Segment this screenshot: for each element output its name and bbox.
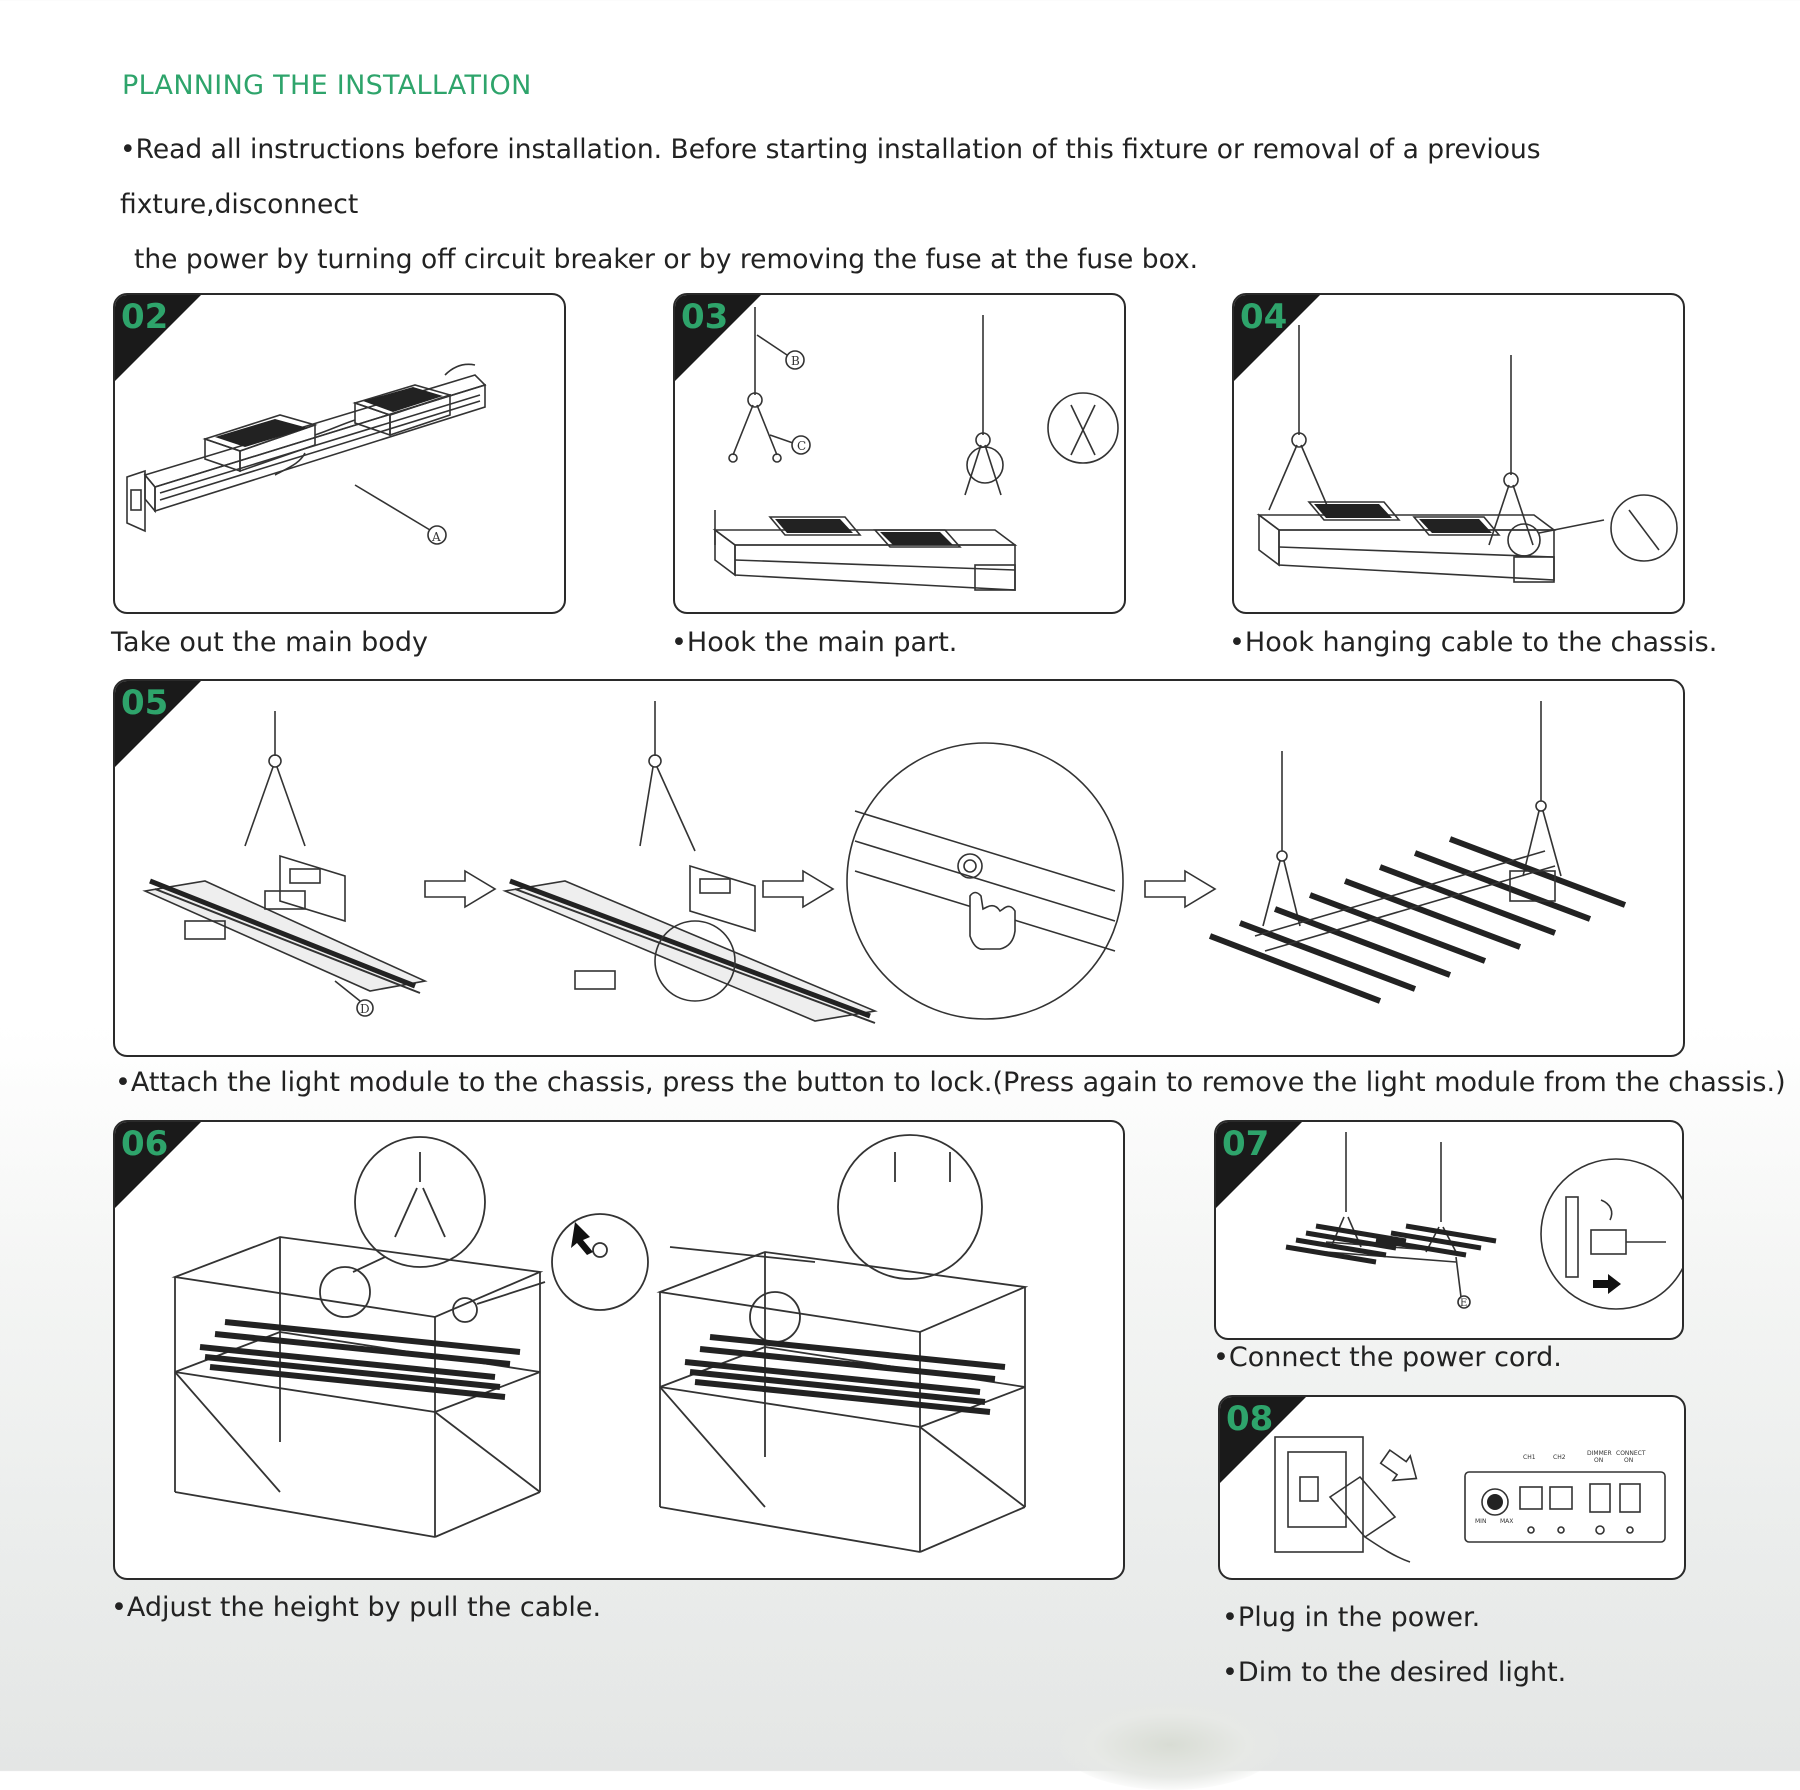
label-e: E (1460, 1298, 1468, 1309)
label-b: B (791, 354, 800, 368)
step-03-caption: •Hook the main part. (671, 627, 958, 658)
background-flower-image (1060, 1700, 1280, 1790)
step-08-panel (1218, 1395, 1686, 1580)
step-08-caption-1: •Plug in the power. (1222, 1602, 1481, 1633)
height-adjust-illustration (115, 1122, 1123, 1578)
step-06-panel (113, 1120, 1125, 1580)
rack-light-bars (200, 1322, 1005, 1412)
light-bars (1210, 839, 1625, 1001)
step-05-caption: •Attach the light module to the chassis, press the button to lock.(Press again to remove the light module from the chassis.) (115, 1067, 1786, 1098)
step-07-number: 07 (1222, 1124, 1270, 1164)
intro-line-2: the power by turning off circuit breaker or by removing the fuse at the fuse box. (134, 244, 1199, 275)
label-max: MAX (1500, 1518, 1514, 1525)
page-heading: PLANNING THE INSTALLATION (122, 70, 532, 101)
step-02-number: 02 (121, 297, 169, 337)
step-02-panel (113, 293, 566, 614)
step-06-number: 06 (121, 1124, 169, 1164)
step-03-panel (673, 293, 1126, 614)
label-ch2: CH2 (1553, 1454, 1566, 1461)
label-a: A (432, 530, 441, 544)
label-ch1: CH1 (1523, 1454, 1536, 1461)
label-connect-on: ON (1624, 1457, 1634, 1464)
step-07-panel (1214, 1120, 1684, 1340)
label-dimmer: DIMMER (1587, 1450, 1612, 1457)
step-04-panel (1232, 293, 1685, 614)
step-04-caption: •Hook hanging cable to the chassis. (1229, 627, 1718, 658)
step-05-panel (113, 679, 1685, 1057)
step-08-caption-2: •Dim to the desired light. (1222, 1657, 1567, 1688)
intro-line-1: •Read all instructions before installation. Before starting installation of this fixture or removal of a previous fixture,disconnect (120, 134, 1541, 220)
step-08-number: 08 (1226, 1399, 1274, 1439)
step-06-caption: •Adjust the height by pull the cable. (111, 1592, 602, 1623)
label-dimmer-on: ON (1594, 1457, 1604, 1464)
step-05-number: 05 (121, 683, 169, 723)
intro-text (120, 122, 1700, 287)
label-c: C (797, 439, 807, 453)
label-connect: CONNECT (1616, 1450, 1646, 1457)
label-d: D (360, 1002, 370, 1016)
step-04-number: 04 (1240, 297, 1288, 337)
label-min: MIN (1475, 1518, 1487, 1525)
step-02-caption: Take out the main body (111, 627, 428, 658)
step-03-number: 03 (681, 297, 729, 337)
light-module-illustration (115, 681, 1683, 1055)
step-07-caption: •Connect the power cord. (1213, 1342, 1562, 1373)
